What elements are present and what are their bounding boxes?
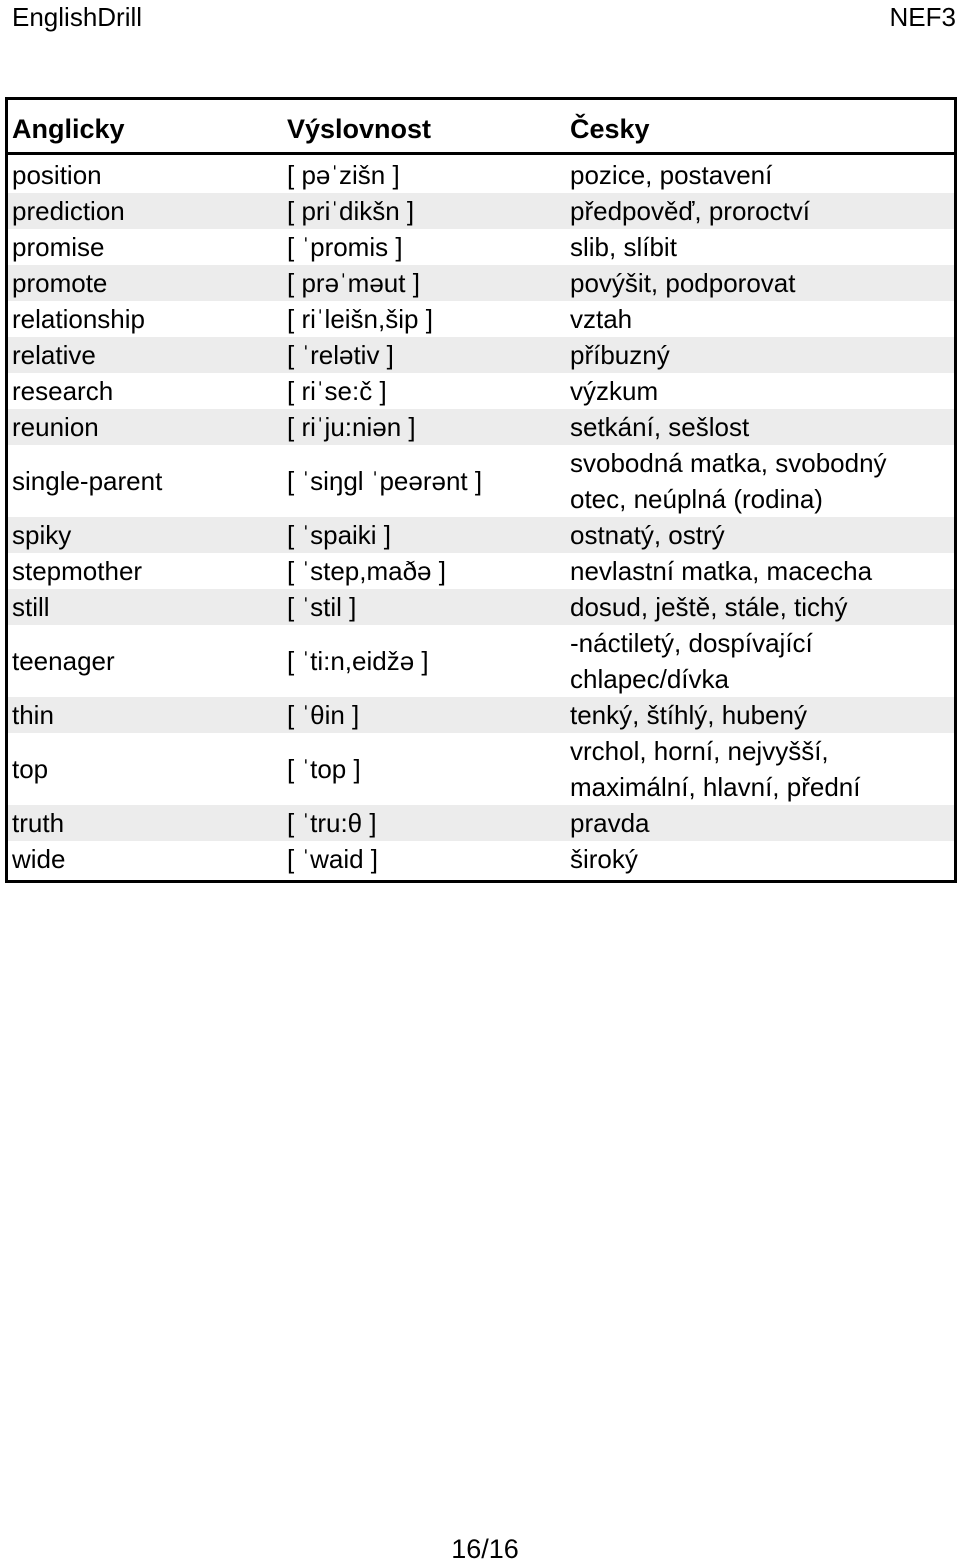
pronunciation: [ priˈdikšn ] [287,196,415,226]
czech-translation: vztah [570,304,633,334]
pronunciation: [ ˈsiŋgl ˈpeərənt ] [287,466,483,496]
czech-translation: široký [570,844,638,874]
english-word: reunion [12,412,99,442]
table-row [8,697,954,733]
english-word: teenager [12,646,115,676]
column-header-pronunciation: Výslovnost [287,114,432,144]
english-word: top [12,754,49,784]
pronunciation: [ ˈstil ] [287,592,357,622]
page-number: 16/16 [451,1534,519,1564]
vocabulary-table [5,97,957,883]
pronunciation: [ ˈθin ] [287,700,360,730]
table-row [8,229,954,265]
table-row [8,445,954,517]
english-word: promote [12,268,108,298]
table-header [8,100,954,152]
pronunciation: [ ˈti:n,eidžə ] [287,646,429,676]
table-row [8,265,954,301]
czech-translation: ostnatý, ostrý [570,520,725,550]
english-word: truth [12,808,65,838]
table-row [8,805,954,841]
czech-translation: -náctiletý, dospívající chlapec/dívka [570,628,813,694]
column-header-english: Anglicky [12,114,125,144]
pronunciation: [ ˈspaiki ] [287,520,392,550]
pronunciation: [ riˈju:niən ] [287,412,416,442]
table-row [8,733,954,805]
pronunciation: [ ˈpromis ] [287,232,403,262]
english-word: spiky [12,520,72,550]
pronunciation: [ ˈtru:θ ] [287,808,377,838]
table-row [8,517,954,553]
table-row [8,589,954,625]
table-row [8,193,954,229]
table-row [8,625,954,697]
table-row [8,373,954,409]
book-code: NEF3 [889,2,956,32]
table-row [8,301,954,337]
english-word: stepmother [12,556,143,586]
app-name: EnglishDrill [12,2,143,32]
english-word: relative [12,340,96,370]
english-word: wide [12,844,66,874]
pronunciation: [ riˈleišn,šip ] [287,304,433,334]
table-row [8,409,954,445]
table-row [8,841,954,877]
czech-translation: příbuzný [570,340,670,370]
czech-translation: povýšit, podporovat [570,268,796,298]
english-word: thin [12,700,54,730]
czech-translation: pravda [570,808,650,838]
english-word: prediction [12,196,125,226]
pronunciation: [ riˈse:č ] [287,376,387,406]
table-row [8,157,954,193]
table-row [8,553,954,589]
pronunciation: [ ˈstep,maðə ] [287,556,446,586]
czech-translation: vrchol, horní, nejvyšší, maximální, hlavní, přední [570,736,861,802]
czech-translation: slib, slíbit [570,232,677,262]
czech-translation: nevlastní matka, macecha [570,556,873,586]
table-row [8,337,954,373]
czech-translation: předpověď, proroctví [570,196,810,226]
english-word: position [12,160,102,190]
pronunciation: [ ˈwaid ] [287,844,379,874]
pronunciation: [ ˈtop ] [287,754,361,784]
czech-translation: setkání, sešlost [570,412,750,442]
english-word: still [12,592,50,622]
czech-translation: dosud, ještě, stále, tichý [570,592,848,622]
czech-translation: svobodná matka, svobodný otec, neúplná (rodina) [570,448,887,514]
pronunciation: [ ˈrelətiv ] [287,340,394,370]
english-word: promise [12,232,105,262]
czech-translation: pozice, postavení [570,160,773,190]
pronunciation: [ pəˈzišn ] [287,160,400,190]
english-word: research [12,376,114,406]
czech-translation: tenký, štíhlý, hubený [570,700,808,730]
column-header-czech: Česky [570,114,650,144]
pronunciation: [ prəˈməut ] [287,268,420,298]
table-body [8,155,954,877]
english-word: single-parent [12,466,163,496]
english-word: relationship [12,304,145,334]
czech-translation: výzkum [570,376,659,406]
